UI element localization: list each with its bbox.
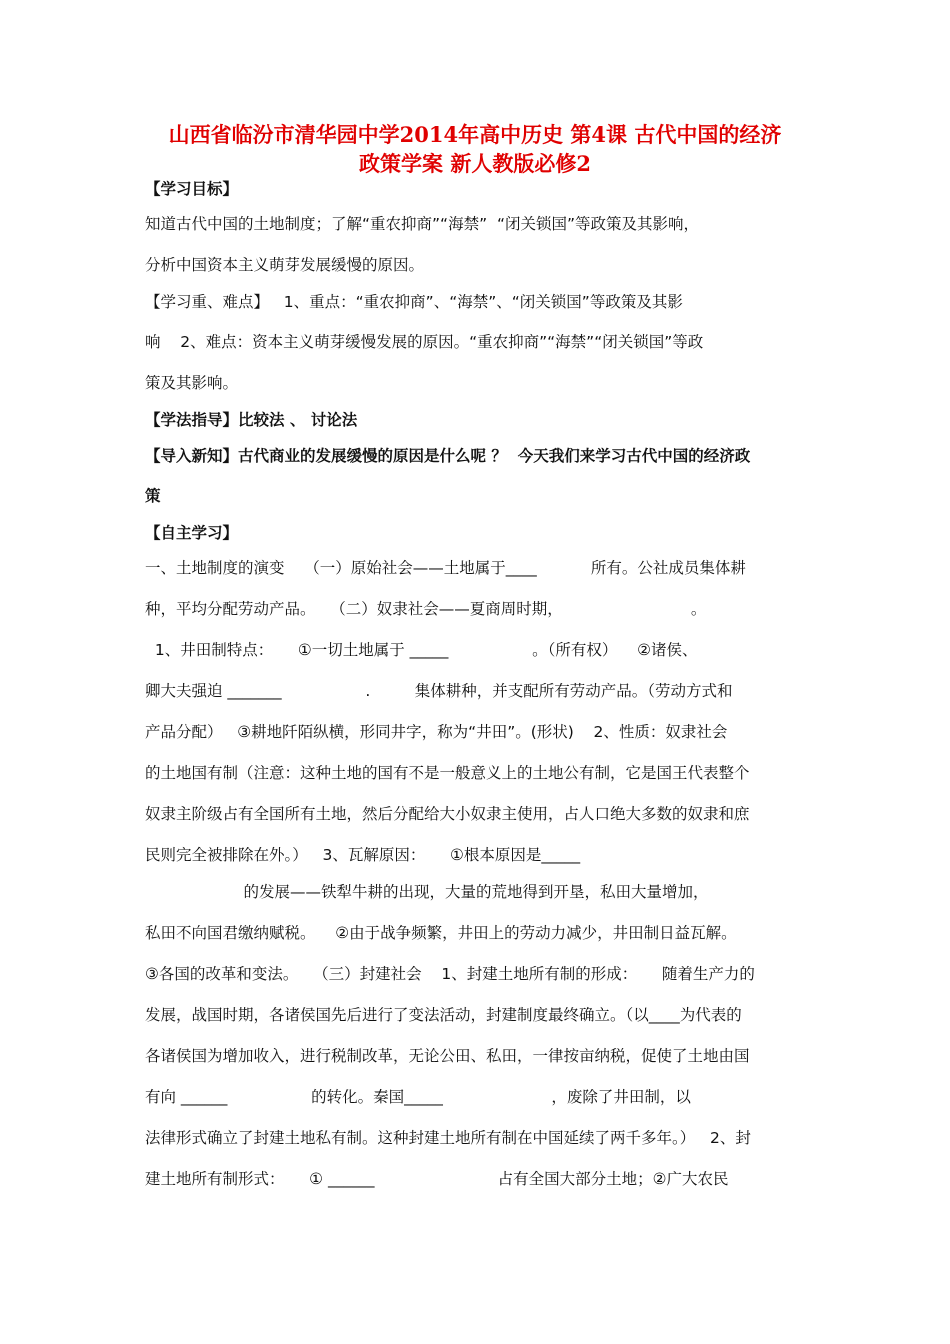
body-line: 建土地所有制形式： ① ______ 占有全国大部分土地；②广大农民 [145,1170,729,1188]
body-line: 1、井田制特点： ①一切土地属于 _____ 。（所有权） ②诸侯、 [145,641,698,659]
document-title-line-2: 政策学案 新人教版必修2 [359,151,591,176]
body-line: 奴隶主阶级占有全国所有土地，然后分配给大小奴隶主使用，占人口绝大多数的奴隶和庶 [145,805,750,823]
body-line: 响 2、难点：资本主义萌芽缓慢发展的原因。“重农抑商”“海禁”“闭关锁国”等政 [145,333,704,351]
heading-self-study: 【自主学习】 [145,524,239,542]
body-line: 分析中国资本主义萌芽发展缓慢的原因。 [145,256,425,274]
body-line: 发展，战国时期，各诸侯国先后进行了变法活动，封建制度最终确立。（以____为代表的 [145,1006,742,1024]
body-line: 卿大夫强迫 _______ . 集体耕种，并支配所有劳动产品。（劳动方式和 [145,682,733,700]
body-line: 策及其影响。 [145,374,239,392]
heading-intro: 【导入新知】古代商业的发展缓慢的原因是什么呢 ？ 今天我们来学习古代中国的经济政 [145,447,751,465]
body-line: 有向 ______ 的转化。秦国_____ ，废除了井田制，以 [145,1088,691,1106]
document-title-line-1: 山西省临汾市清华园中学2014年高中历史 第4课 古代中国的经济 [168,122,782,147]
body-line: 产品分配） ③耕地阡陌纵横，形同井字，称为“井田”。(形状) 2、性质：奴隶社会 [145,723,728,741]
body-line: 一、土地制度的演变 （一）原始社会——土地属于____ 所有。公社成员集体耕 [145,559,746,577]
body-line: 的土地国有制（注意：这种土地的国有不是一般意义上的土地公有制，它是国王代表整个 [145,764,750,782]
body-line: ③各国的改革和变法。 （三）封建社会 1、封建土地所有制的形成： 随着生产力的 [145,965,755,983]
body-line: 知道古代中国的土地制度；了解“重农抑商”“海禁” “闭关锁国”等政策及其影响， [145,215,700,233]
heading-intro-cont: 策 [145,487,161,505]
heading-learning-goals: 【学习目标】 [145,180,239,198]
body-line: 的发展——铁犁牛耕的出现，大量的荒地得到开垦，私田大量增加， [145,883,709,901]
body-line: 各诸侯国为增加收入，进行税制改革，无论公田、私田，一律按亩纳税，促使了土地由国 [145,1047,750,1065]
body-line: 民则完全被排除在外。） 3、瓦解原因： ①根本原因是_____ [145,846,581,864]
heading-method-guide: 【学法指导】比较法 、 讨论法 [145,411,358,429]
body-line: 法律形式确立了封建土地私有制。这种封建土地所有制在中国延续了两千多年。） 2、封 [145,1129,751,1147]
body-line: 种，平均分配劳动产品。 （二）奴隶社会——夏商周时期， 。 [145,600,707,618]
body-line: 私田不向国君缴纳赋税。 ②由于战争频繁，井田上的劳动力减少，井田制日益瓦解。 [145,924,737,942]
key-points-line: 【学习重、难点】 1、重点：“重农抑商”、“海禁”、“闭关锁国”等政策及其影 [145,293,683,311]
